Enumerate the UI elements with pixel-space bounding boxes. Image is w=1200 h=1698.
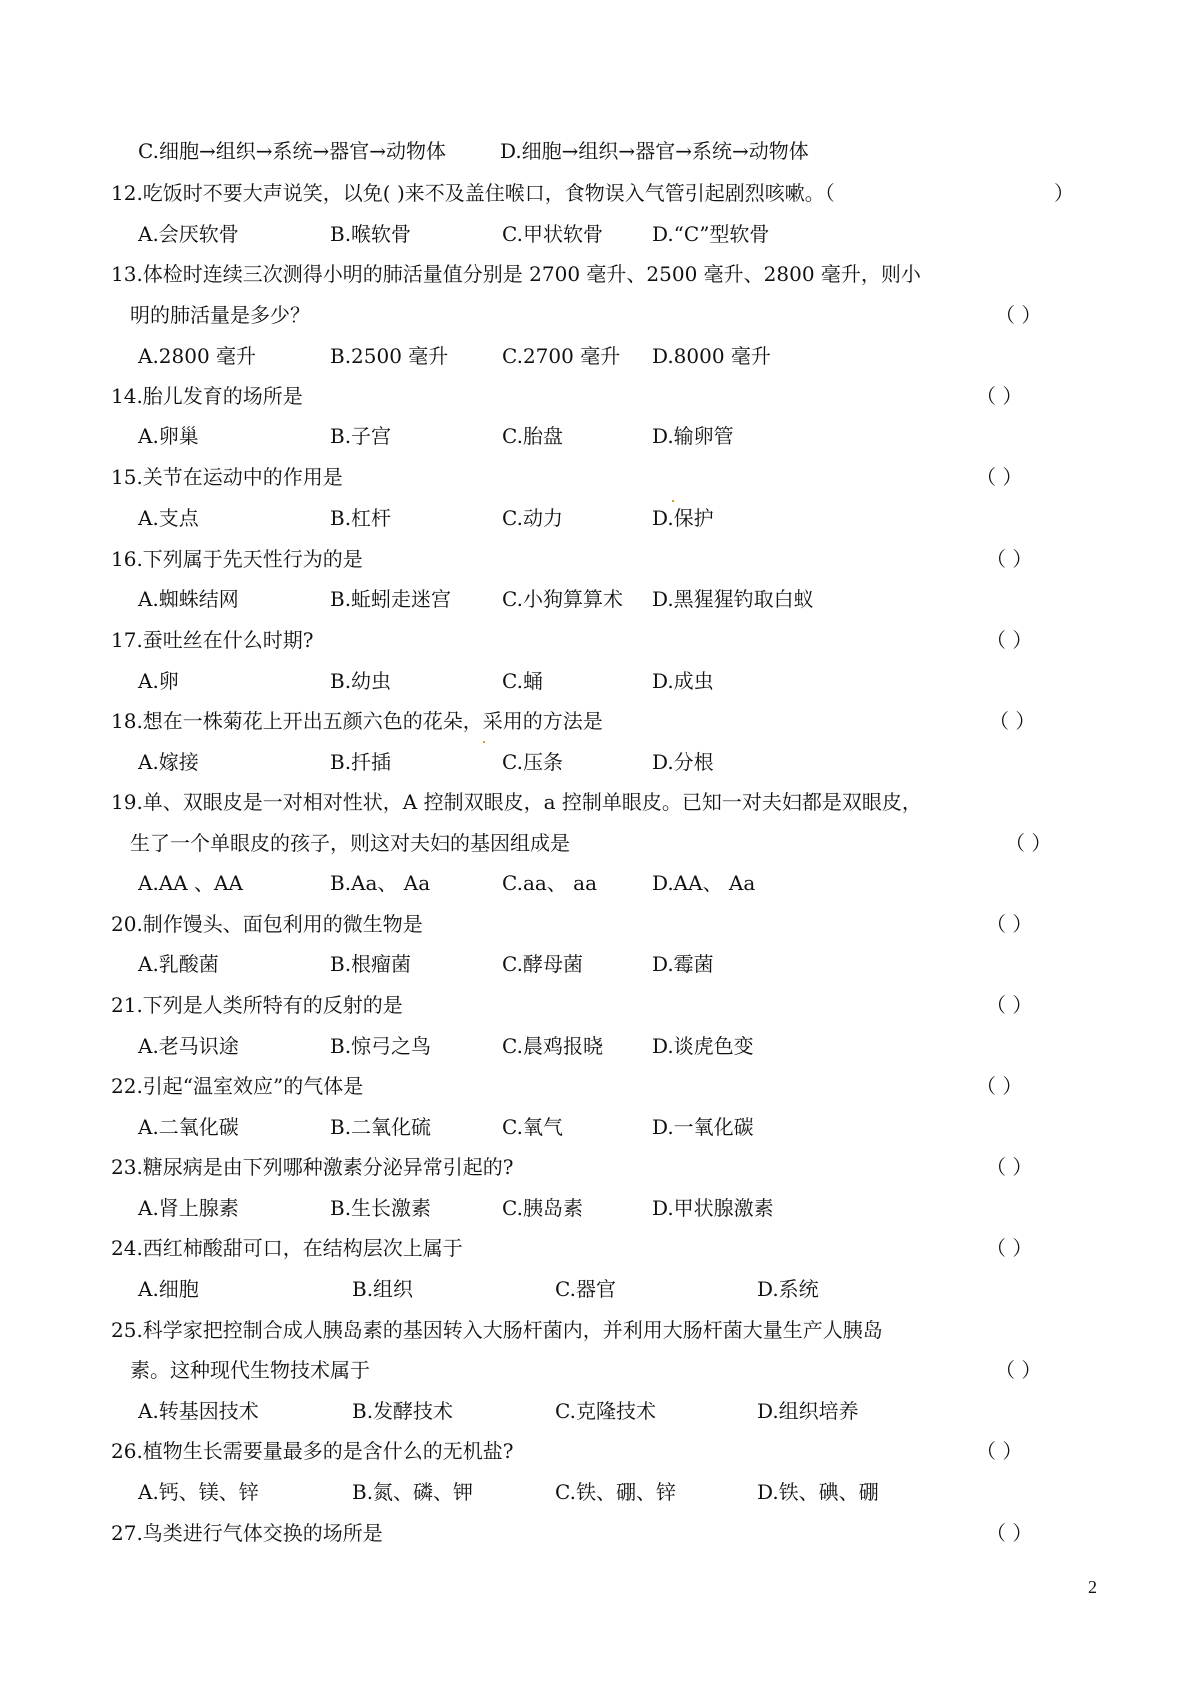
answer-option: C.aa、 aa — [502, 871, 597, 895]
question-text: 17.蚕吐丝在什么时期? — [111, 628, 314, 652]
answer-option: B.惊弓之鸟 — [330, 1034, 432, 1058]
answer-blank: （ ） — [986, 628, 1033, 652]
answer-option: D.霉菌 — [652, 952, 714, 976]
question-text: 21.下列是人类所特有的反射的是 — [111, 993, 403, 1017]
answer-option: D.AA、 Aa — [652, 871, 756, 895]
answer-option: D.黑猩猩钓取白蚁 — [652, 587, 814, 611]
answer-blank: （ ） — [1005, 831, 1052, 855]
answer-option: B.组织 — [352, 1277, 414, 1301]
scan-speck — [672, 500, 674, 502]
answer-option: D.一氧化碳 — [652, 1115, 754, 1139]
question-stem — [111, 907, 1033, 941]
question-stem — [111, 988, 1033, 1022]
question-stem — [111, 1150, 1033, 1184]
answer-option: B.2500 毫升 — [330, 344, 449, 368]
page-number: 2 — [1088, 1577, 1097, 1597]
question-stem — [111, 460, 1023, 494]
answer-option: C.动力 — [502, 506, 563, 530]
answer-option: D.分根 — [652, 750, 714, 774]
answer-option: B.发酵技术 — [352, 1399, 454, 1423]
answer-option: C.铁、硼、锌 — [555, 1480, 676, 1504]
answer-option: A.钙、镁、锌 — [138, 1480, 259, 1504]
answer-option: C.压条 — [502, 750, 563, 774]
question-text: 19.单、双眼皮是一对相对性状，A 控制双眼皮，a 控制单眼皮。已知一对夫妇都是双眼皮， — [111, 790, 922, 814]
question-stem — [111, 785, 922, 819]
answer-option: C.克隆技术 — [555, 1399, 656, 1423]
question-text: 13.体检时连续三次测得小明的肺活量值分别是 2700 毫升、2500 毫升、2800 毫升，则小 — [111, 262, 921, 286]
answer-option: A.AA 、AA — [138, 871, 243, 895]
question-text: 素。这种现代生物技术属于 — [130, 1358, 370, 1382]
answer-blank: （ ） — [986, 912, 1033, 936]
answer-blank: （ ） — [986, 1155, 1033, 1179]
question-continuation — [130, 826, 1052, 860]
question-continuation — [130, 298, 1042, 332]
answer-blank: ） — [1054, 181, 1074, 205]
answer-option: D.8000 毫升 — [652, 344, 771, 368]
answer-option: B.Aa、 Aa — [330, 871, 431, 895]
answer-blank: （ ） — [995, 303, 1042, 327]
answer-option: B.蚯蚓走迷宫 — [330, 587, 452, 611]
answer-option: C.酵母菌 — [502, 952, 583, 976]
answer-option: A.卵巢 — [138, 424, 199, 448]
answer-blank: （ ） — [976, 1439, 1023, 1463]
question-text: 16.下列属于先天性行为的是 — [111, 547, 363, 571]
answer-option: C.2700 毫升 — [502, 344, 621, 368]
answer-option: D.甲状腺激素 — [652, 1196, 774, 1220]
question-text: 15.关节在运动中的作用是 — [111, 465, 343, 489]
question-stem — [111, 379, 1023, 413]
question-text: 14.胎儿发育的场所是 — [111, 384, 303, 408]
question-stem — [111, 176, 1074, 210]
question-stem — [111, 704, 1036, 738]
answer-option: B.根瘤菌 — [330, 952, 412, 976]
answer-option: D.保护 — [652, 506, 714, 530]
answer-blank: （ ） — [976, 1074, 1023, 1098]
answer-blank: （ ） — [986, 1521, 1033, 1545]
answer-option: A.老马识途 — [138, 1034, 239, 1058]
scan-speck — [483, 741, 485, 743]
answer-option: C.甲状软骨 — [502, 222, 603, 246]
answer-option: D.系统 — [757, 1277, 819, 1301]
answer-option: C.器官 — [555, 1277, 616, 1301]
answer-option: C.小狗算算术 — [502, 587, 623, 611]
question-stem — [111, 1516, 1033, 1550]
answer-option: A.嫁接 — [138, 750, 199, 774]
answer-option: A.二氧化碳 — [138, 1115, 239, 1139]
answer-option: A.细胞 — [138, 1277, 199, 1301]
answer-option: C.蛹 — [502, 669, 543, 693]
answer-blank: （ ） — [995, 1358, 1042, 1382]
question-text: 23.糖尿病是由下列哪种激素分泌异常引起的? — [111, 1155, 514, 1179]
answer-option: A.支点 — [138, 506, 199, 530]
question-text: 12.吃饭时不要大声说笑，以免( )来不及盖住喉口，食物误入气管引起剧烈咳嗽。（ — [111, 181, 835, 205]
answer-blank: （ ） — [976, 465, 1023, 489]
answer-option: A.卵 — [138, 669, 179, 693]
answer-option: D.输卵管 — [652, 424, 734, 448]
answer-option: A.2800 毫升 — [138, 344, 257, 368]
question-stem — [111, 623, 1033, 657]
question-stem — [111, 1434, 1023, 1468]
answer-option: C.氧气 — [502, 1115, 563, 1139]
answer-option: D.“C”型软骨 — [652, 222, 770, 246]
answer-option: D.成虫 — [652, 669, 714, 693]
answer-blank: （ ） — [986, 547, 1033, 571]
question-text: 27.鸟类进行气体交换的场所是 — [111, 1521, 383, 1545]
answer-option: C.细胞→组织→系统→器官→动物体 — [138, 139, 446, 163]
question-continuation — [130, 1353, 1042, 1387]
answer-option: B.生长激素 — [330, 1196, 432, 1220]
answer-option: B.杠杆 — [330, 506, 392, 530]
answer-blank: （ ） — [976, 384, 1023, 408]
answer-blank: （ ） — [989, 709, 1036, 733]
answer-option: A.会厌软骨 — [138, 222, 239, 246]
question-stem — [111, 257, 921, 291]
question-text: 26.植物生长需要量最多的是含什么的无机盐? — [111, 1439, 514, 1463]
answer-option: B.幼虫 — [330, 669, 392, 693]
answer-option: C.晨鸡报晓 — [502, 1034, 603, 1058]
question-stem — [111, 542, 1033, 576]
answer-option: D.谈虎色变 — [652, 1034, 754, 1058]
answer-option: D.铁、碘、硼 — [757, 1480, 879, 1504]
answer-option: C.胎盘 — [502, 424, 563, 448]
answer-option: D.细胞→组织→器官→系统→动物体 — [500, 139, 809, 163]
answer-option: B.二氧化硫 — [330, 1115, 432, 1139]
answer-option: B.氮、磷、钾 — [352, 1480, 474, 1504]
answer-option: B.扦插 — [330, 750, 392, 774]
answer-blank: （ ） — [986, 993, 1033, 1017]
question-text: 明的肺活量是多少？ — [130, 303, 310, 327]
question-text: 18.想在一株菊花上开出五颜六色的花朵，采用的方法是 — [111, 709, 603, 733]
question-text: 24.西红柿酸甜可口，在结构层次上属于 — [111, 1236, 463, 1260]
answer-option: A.蜘蛛结网 — [138, 587, 239, 611]
question-stem — [111, 1231, 1033, 1265]
answer-option: A.乳酸菌 — [138, 952, 219, 976]
answer-option: B.喉软骨 — [330, 222, 412, 246]
question-text: 20.制作馒头、面包利用的微生物是 — [111, 912, 423, 936]
question-text: 生了一个单眼皮的孩子，则这对夫妇的基因组成是 — [130, 831, 570, 855]
answer-option: D.组织培养 — [757, 1399, 859, 1423]
answer-blank: （ ） — [986, 1236, 1033, 1260]
question-text: 25.科学家把控制合成人胰岛素的基因转入大肠杆菌内，并利用大肠杆菌大量生产人胰岛 — [111, 1318, 883, 1342]
answer-option: C.胰岛素 — [502, 1196, 583, 1220]
answer-option: B.子宫 — [330, 424, 392, 448]
answer-option: A.转基因技术 — [138, 1399, 259, 1423]
answer-option: A.肾上腺素 — [138, 1196, 239, 1220]
question-stem — [111, 1069, 1023, 1103]
question-text: 22.引起“温室效应”的气体是 — [111, 1074, 364, 1098]
question-stem — [111, 1313, 883, 1347]
